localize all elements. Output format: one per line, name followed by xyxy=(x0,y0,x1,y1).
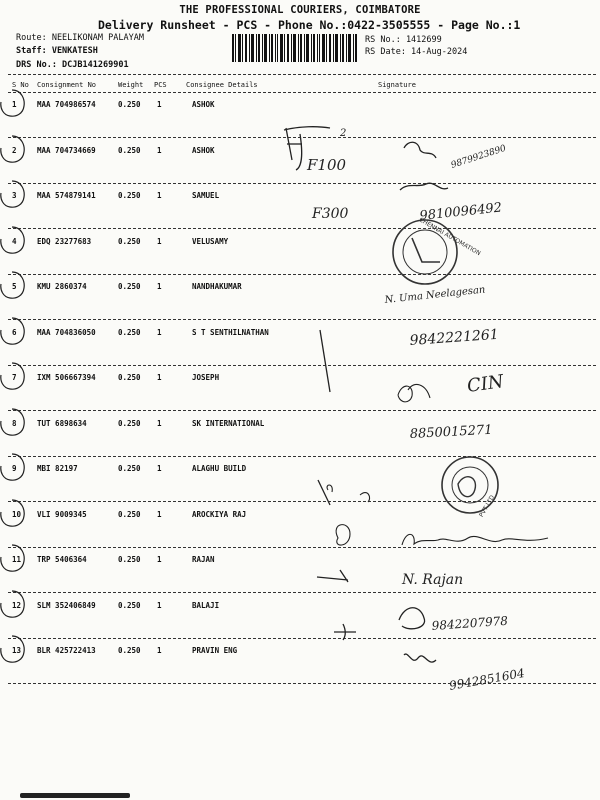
col-signature: Signature xyxy=(378,81,416,89)
serial-circle-mark xyxy=(0,88,26,118)
row-sno: 2 xyxy=(12,145,17,155)
row-separator xyxy=(8,592,596,593)
row-sno: 10 xyxy=(12,509,22,519)
row-pcs: 1 xyxy=(157,555,162,564)
row-consignment-no: MAA 574879141 xyxy=(37,191,96,200)
note-2: 2 xyxy=(340,128,347,139)
row-consignee: AROCKIYA RAJ xyxy=(192,509,247,519)
row-separator xyxy=(8,501,596,502)
row-consignment-no: SLM 352406849 xyxy=(37,600,96,610)
row-consignment-no: BLR 425722413 xyxy=(37,646,96,655)
row-separator xyxy=(8,456,596,457)
phone-row3: 9810096492 xyxy=(418,200,503,224)
serial-circle-mark xyxy=(0,134,26,164)
table-row xyxy=(0,328,600,374)
table-row xyxy=(0,601,600,647)
table-row xyxy=(0,191,600,237)
name-row5: N. Uma Neelagesan xyxy=(384,284,486,306)
row-consignment-no: MAA 704986574 xyxy=(37,100,96,109)
serial-circle-mark xyxy=(0,452,26,482)
row-weight: 0.250 xyxy=(118,509,141,519)
row-pcs: 1 xyxy=(157,100,162,109)
row-weight: 0.250 xyxy=(118,100,141,109)
row-consignee: BALAJI xyxy=(192,600,220,610)
row-pcs: 1 xyxy=(157,509,162,519)
row-consignee: SK INTERNATIONAL xyxy=(192,418,265,428)
row-pcs: 1 xyxy=(157,236,162,246)
rs-date: RS Date: 14-Aug-2024 xyxy=(365,47,468,57)
route-label: Route: NEELIKONAM PALAYAM xyxy=(16,33,144,43)
table-row xyxy=(0,100,600,146)
phone-row12: 9842207978 xyxy=(431,613,509,633)
row-sno: 5 xyxy=(12,282,17,291)
row-weight: 0.250 xyxy=(118,555,141,564)
row-consignee: SAMUEL xyxy=(192,191,220,200)
row-pcs: 1 xyxy=(157,464,162,473)
row-pcs: 1 xyxy=(157,145,162,155)
table-row xyxy=(0,373,600,419)
table-row xyxy=(0,510,600,556)
col-consignment: Consignment No xyxy=(37,81,97,89)
serial-circle-mark xyxy=(0,498,26,528)
col-sno: S No xyxy=(12,81,29,89)
table-row xyxy=(0,464,600,510)
row-consignment-no: IXM 506667394 xyxy=(37,373,96,382)
row-consignee: RAJAN xyxy=(192,555,215,564)
row-consignment-no: MBI 82197 xyxy=(37,464,78,473)
col-weight: Weight xyxy=(118,81,144,89)
row-consignment-no: MAA 704836050 xyxy=(37,327,96,337)
row-consignment-no: EDQ 23277683 xyxy=(37,236,92,246)
row-pcs: 1 xyxy=(157,418,162,428)
table-row xyxy=(0,143,600,192)
row-sno: 6 xyxy=(12,327,17,337)
serial-circle-mark xyxy=(0,316,26,346)
row-pcs: 1 xyxy=(157,282,162,291)
table-row xyxy=(0,237,600,283)
serial-circle-mark xyxy=(0,225,26,255)
row-sno: 3 xyxy=(12,191,17,200)
row-separator xyxy=(8,410,596,411)
row-weight: 0.250 xyxy=(118,418,141,428)
header-separator-top xyxy=(8,74,596,75)
row-pcs: 1 xyxy=(157,191,162,200)
table-row xyxy=(0,646,600,692)
row-consignee: S T SENTHILNATHAN xyxy=(192,327,269,337)
row-weight: 0.250 xyxy=(118,145,141,155)
row-sno: 8 xyxy=(12,418,17,428)
row-weight: 0.250 xyxy=(118,191,141,200)
row-separator xyxy=(8,683,596,684)
row-consignment-no: TUT 6898634 xyxy=(37,418,87,428)
barcode xyxy=(232,34,358,62)
company-title: THE PROFESSIONAL COURIERS, COIMBATORE xyxy=(179,4,421,16)
row-separator xyxy=(8,638,596,639)
row-sno: 1 xyxy=(12,100,17,109)
row-pcs: 1 xyxy=(157,600,162,610)
row-separator xyxy=(8,183,596,184)
row-separator xyxy=(8,137,596,138)
row-consignee: ASHOK xyxy=(192,100,215,109)
staff-label: Staff: VENKATESH xyxy=(16,46,98,56)
table-row xyxy=(0,419,600,465)
rs-number: RS No.: 1412699 xyxy=(365,35,442,45)
phone-row8: 8850015271 xyxy=(409,422,493,442)
serial-circle-mark xyxy=(0,179,26,209)
row-separator xyxy=(8,274,596,275)
stamp2-text: PVT LTD xyxy=(478,494,497,519)
serial-circle-mark xyxy=(0,407,26,437)
row-separator xyxy=(8,365,596,366)
serial-circle-mark xyxy=(0,634,26,664)
col-consignee: Consignee Details xyxy=(186,81,258,89)
row-weight: 0.250 xyxy=(118,600,141,610)
row-consignment-no: VLI 9009345 xyxy=(37,509,87,519)
row-consignee: ASHOK xyxy=(192,145,215,155)
serial-circle-mark xyxy=(0,361,26,391)
row-sno: 12 xyxy=(12,600,22,610)
row-consignee: JOSEPH xyxy=(192,373,220,382)
row-sno: 11 xyxy=(12,555,22,564)
runsheet-subtitle: Delivery Runsheet - PCS - Phone No.:0422-3505555 - Page No.:1 xyxy=(98,18,521,32)
header-separator-bottom xyxy=(8,92,596,93)
note-f300: F300 xyxy=(312,206,349,222)
row-separator xyxy=(8,228,596,229)
row-consignment-no: MAA 704734669 xyxy=(37,145,96,155)
row-weight: 0.250 xyxy=(118,327,141,337)
row-consignee: VELUSAMY xyxy=(192,236,229,246)
row-consignment-no: TRP 5406364 xyxy=(37,555,87,564)
phone-row6: 9842221261 xyxy=(409,326,500,349)
row-consignee: NANDHAKUMAR xyxy=(192,282,242,291)
stamp1-text: CHENNAI AUTOMATION xyxy=(417,216,482,258)
serial-circle-mark xyxy=(0,543,26,573)
row-pcs: 1 xyxy=(157,327,162,337)
phone-row2: 9879923890 xyxy=(449,143,508,171)
scan-edge-artifact xyxy=(20,793,130,798)
row-weight: 0.250 xyxy=(118,464,141,473)
note-row7: CIN xyxy=(465,371,505,397)
serial-circle-mark xyxy=(0,270,26,300)
row-weight: 0.250 xyxy=(118,646,141,655)
table-row xyxy=(0,282,600,328)
name-row11: N. Rajan xyxy=(402,572,464,588)
serial-circle-mark xyxy=(0,589,26,619)
drs-number: DRS No.: DCJB141269901 xyxy=(16,60,129,70)
table-row xyxy=(0,555,600,601)
row-separator xyxy=(8,547,596,548)
phone-row13: 9942851604 xyxy=(448,665,526,693)
row-separator xyxy=(8,319,596,320)
row-pcs: 1 xyxy=(157,646,162,655)
row-weight: 0.250 xyxy=(118,373,141,382)
row-weight: 0.250 xyxy=(118,282,141,291)
row-sno: 13 xyxy=(12,646,22,655)
row-weight: 0.250 xyxy=(118,236,141,246)
row-sno: 4 xyxy=(12,236,17,246)
note-f100: F100 xyxy=(307,156,347,174)
row-consignee: PRAVIN ENG xyxy=(192,646,238,655)
row-consignment-no: KMU 2860374 xyxy=(37,282,87,291)
row-consignee: ALAGHU BUILD xyxy=(192,464,247,473)
row-sno: 9 xyxy=(12,464,17,473)
col-pcs: PCS xyxy=(154,81,167,89)
row-sno: 7 xyxy=(12,373,17,382)
row-pcs: 1 xyxy=(157,373,162,382)
